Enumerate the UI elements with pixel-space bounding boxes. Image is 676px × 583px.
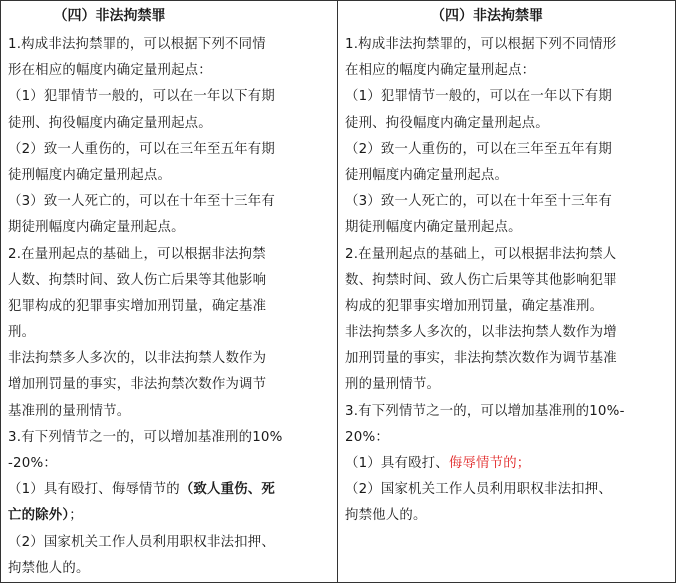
text-line: 犯罪构成的犯罪事实增加刑罚量，确定基准 <box>8 298 267 314</box>
text-line: （2）致一人重伤的，可以在三年至五年有期 <box>8 141 275 157</box>
red-highlight-text: 侮辱情节的； <box>448 456 531 471</box>
text-line: 2.在量刑起点的基础上，可以根据非法拘禁 <box>8 246 266 262</box>
text-line: 3.有下列情节之一的，可以增加基准刑的10% <box>8 429 283 445</box>
bold-text-segment: 亡的除外） <box>8 508 70 524</box>
text-line: 期徒刑幅度内确定量刑起点。 <box>8 220 185 236</box>
text-line-with-bold <box>8 477 331 503</box>
text-segment: ； <box>69 508 83 524</box>
text-line: 20%： <box>345 429 389 445</box>
text-segment: （1）具有殴打、侮辱情节的 <box>8 482 180 498</box>
text-line: 非法拘禁多人多次的，以非法拘禁人数作为 <box>8 351 267 367</box>
text-line: 拘禁他人的。 <box>8 560 90 576</box>
text-line: 增加刑罚量的事实，非法拘禁次数作为调节 <box>8 377 267 393</box>
text-segment: （1）具有殴打、 <box>345 456 449 471</box>
text-line: （3）致一人死亡的，可以在十年至十三年有 <box>345 194 612 210</box>
comparison-row <box>1 1 676 583</box>
text-line: 刑的量刑情节。 <box>345 377 441 393</box>
left-text-body <box>8 32 331 582</box>
text-line: （1）犯罪情节一般的，可以在一年以下有期 <box>8 89 275 105</box>
text-line: 徒刑、拘役幅度内确定量刑起点。 <box>345 115 549 131</box>
text-line: （2）国家机关工作人员利用职权非法扣押、 <box>345 482 612 498</box>
text-line: 3.有下列情节之一的，可以增加基准刑的10%- <box>345 403 625 419</box>
text-line: 形在相应的幅度内确定量刑起点： <box>8 63 212 79</box>
text-line: （1）犯罪情节一般的，可以在一年以下有期 <box>345 89 612 105</box>
right-text-body <box>345 32 669 530</box>
text-line: 基准刑的量刑情节。 <box>8 403 131 419</box>
text-line: 加刑罚量的事实，非法拘禁次数作为调节基准 <box>345 351 617 367</box>
text-line: 1.构成非法拘禁罪的，可以根据下列不同情形 <box>345 37 617 52</box>
right-column-cell <box>338 1 676 583</box>
text-line: 2.在量刑起点的基础上，可以根据非法拘禁人 <box>345 246 617 262</box>
text-line: 构成的犯罪事实增加刑罚量，确定基准刑。 <box>345 298 604 314</box>
text-line: （2）国家机关工作人员利用职权非法扣押、 <box>8 534 275 550</box>
text-line: 徒刑幅度内确定量刑起点。 <box>8 167 172 183</box>
text-line-with-highlight <box>345 451 669 477</box>
text-line: 徒刑幅度内确定量刑起点。 <box>345 167 509 183</box>
text-line: （3）致一人死亡的，可以在十年至十三年有 <box>8 194 275 210</box>
left-section-heading: （四）非法拘禁罪 <box>53 8 166 24</box>
right-section-heading: （四）非法拘禁罪 <box>431 8 543 24</box>
left-column-cell <box>1 1 338 583</box>
text-line-with-bold <box>8 503 331 529</box>
text-line: -20%： <box>8 456 57 471</box>
text-line: 拘禁他人的。 <box>345 508 427 524</box>
text-line: 徒刑、拘役幅度内确定量刑起点。 <box>8 115 212 131</box>
text-line: 数、拘禁时间、致人伤亡后果等其他影响犯罪 <box>345 272 617 288</box>
text-line: 在相应的幅度内确定量刑起点： <box>345 63 536 79</box>
text-line: 刑。 <box>8 325 36 341</box>
text-line: 非法拘禁多人多次的，以非法拘禁人数作为增 <box>345 325 617 341</box>
text-line: 期徒刑幅度内确定量刑起点。 <box>345 220 522 236</box>
text-line: 1.构成非法拘禁罪的，可以根据下列不同情 <box>8 37 266 52</box>
text-line: （2）致一人重伤的，可以在三年至五年有期 <box>345 141 612 157</box>
bold-text-segment: （致人重伤、死 <box>179 482 275 498</box>
text-line: 人数、拘禁时间、致人伤亡后果等其他影响 <box>8 272 267 288</box>
